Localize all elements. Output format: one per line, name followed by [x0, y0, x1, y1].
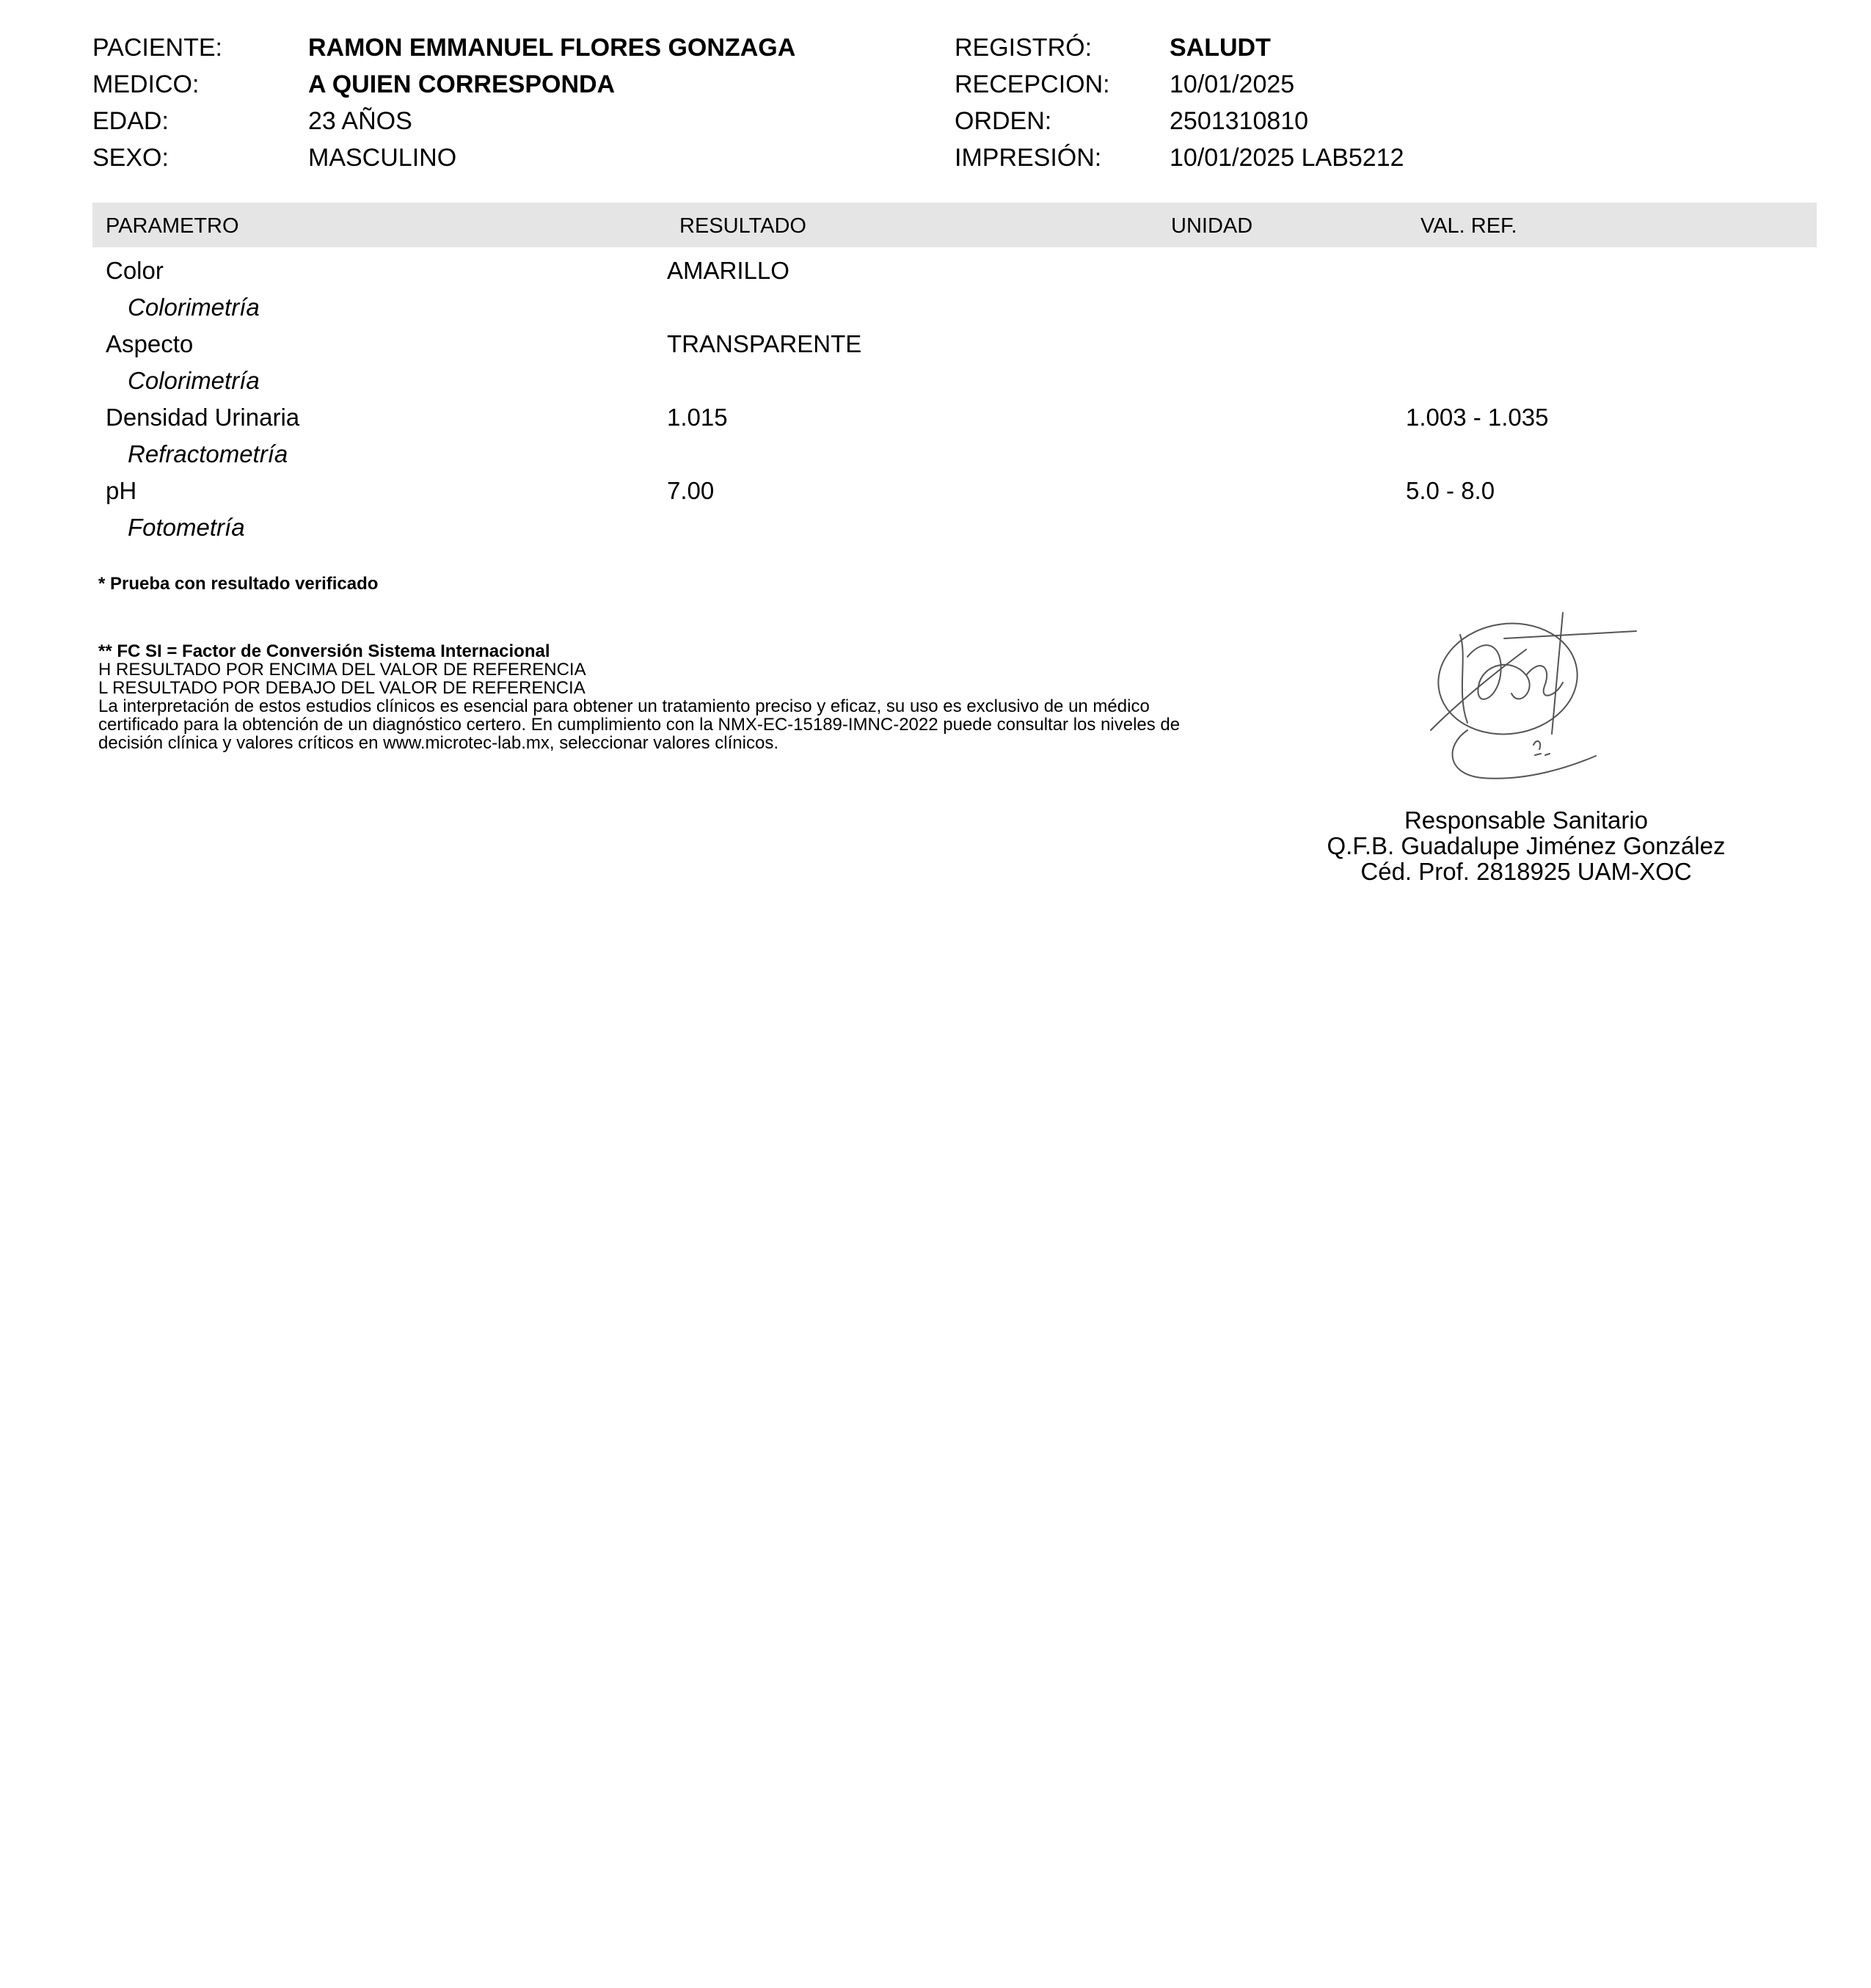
reference-value: 5.0 - 8.0 — [1406, 477, 1495, 504]
signatory-name: Q.F.B. Guadalupe Jiménez González — [1327, 832, 1726, 859]
patient-label: PACIENTE: — [92, 34, 222, 62]
handwritten-signature — [1416, 605, 1651, 789]
disclaimer-line-3: decisión clínica y valores críticos en www.microtec-lab.mx, seleccionar valores clínicos. — [98, 733, 778, 753]
print-value: 10/01/2025 LAB5212 — [1170, 144, 1404, 172]
parameter-method: Colorimetría — [128, 367, 260, 394]
order-number: 2501310810 — [1170, 107, 1309, 135]
low-result-note: L RESULTADO POR DEBAJO DEL VALOR DE REFERENCIA — [98, 678, 586, 698]
patient-row — [92, 29, 1780, 66]
parameter-name: Aspecto — [106, 330, 194, 357]
result-value: 1.015 — [667, 404, 728, 431]
signatory-block — [1306, 807, 1746, 884]
result-value: TRANSPARENTE — [667, 330, 862, 357]
reception-label: RECEPCION: — [955, 70, 1110, 98]
age-label: EDAD: — [92, 107, 169, 135]
age-row — [92, 103, 1780, 139]
header-reference: VAL. REF. — [1420, 214, 1517, 238]
parameter-method: Colorimetría — [128, 294, 260, 321]
sex-row — [92, 139, 1780, 176]
verified-note: * Prueba con resultado verificado — [98, 574, 379, 594]
doctor-row — [92, 66, 1780, 103]
header-result: RESULTADO — [679, 214, 806, 238]
footnotes — [98, 642, 1287, 752]
sex-value: MASCULINO — [308, 144, 457, 172]
order-label: ORDEN: — [955, 107, 1052, 135]
age-value: 23 AÑOS — [308, 107, 412, 135]
signatory-license: Céd. Prof. 2818925 UAM-XOC — [1360, 858, 1692, 885]
sex-label: SEXO: — [92, 144, 169, 172]
parameter-name: Densidad Urinaria — [106, 404, 300, 431]
parameter-method: Fotometría — [128, 514, 245, 541]
doctor-name: A QUIEN CORRESPONDA — [308, 70, 616, 98]
patient-name: RAMON EMMANUEL FLORES GONZAGA — [308, 34, 796, 62]
registered-value: SALUDT — [1170, 34, 1271, 62]
doctor-label: MEDICO: — [92, 70, 200, 98]
result-value: AMARILLO — [667, 257, 789, 284]
header-parameter: PARAMETRO — [106, 214, 239, 238]
signatory-title: Responsable Sanitario — [1404, 807, 1649, 834]
registered-label: REGISTRÓ: — [955, 34, 1093, 62]
patient-info-header — [92, 29, 1780, 176]
disclaimer-line-2: certificado para la obtención de un diagnóstico certero. En cumplimiento con la NMX-EC-15189-IMNC-2022 puede consultar los niveles de — [98, 715, 1181, 735]
results-table-body — [92, 257, 1817, 550]
parameter-name: pH — [106, 477, 137, 504]
fc-si-note: ** FC SI = Factor de Conversión Sistema Internacional — [98, 641, 550, 661]
table-row — [92, 257, 1817, 330]
print-label: IMPRESIÓN: — [955, 144, 1102, 172]
high-result-note: H RESULTADO POR ENCIMA DEL VALOR DE REFERENCIA — [98, 660, 586, 680]
results-table-header — [92, 203, 1817, 247]
header-unit: UNIDAD — [1171, 214, 1253, 238]
result-value: 7.00 — [667, 477, 715, 504]
reception-date: 10/01/2025 — [1170, 70, 1295, 98]
table-row — [92, 477, 1817, 550]
table-row — [92, 330, 1817, 404]
reference-value: 1.003 - 1.035 — [1406, 404, 1549, 431]
table-row — [92, 404, 1817, 477]
parameter-method: Refractometría — [128, 440, 288, 467]
parameter-name: Color — [106, 257, 164, 284]
disclaimer-line-1: La interpretación de estos estudios clínicos es esencial para obtener un tratamiento preciso y eficaz, su uso es exclusivo de un médico — [98, 696, 1150, 716]
